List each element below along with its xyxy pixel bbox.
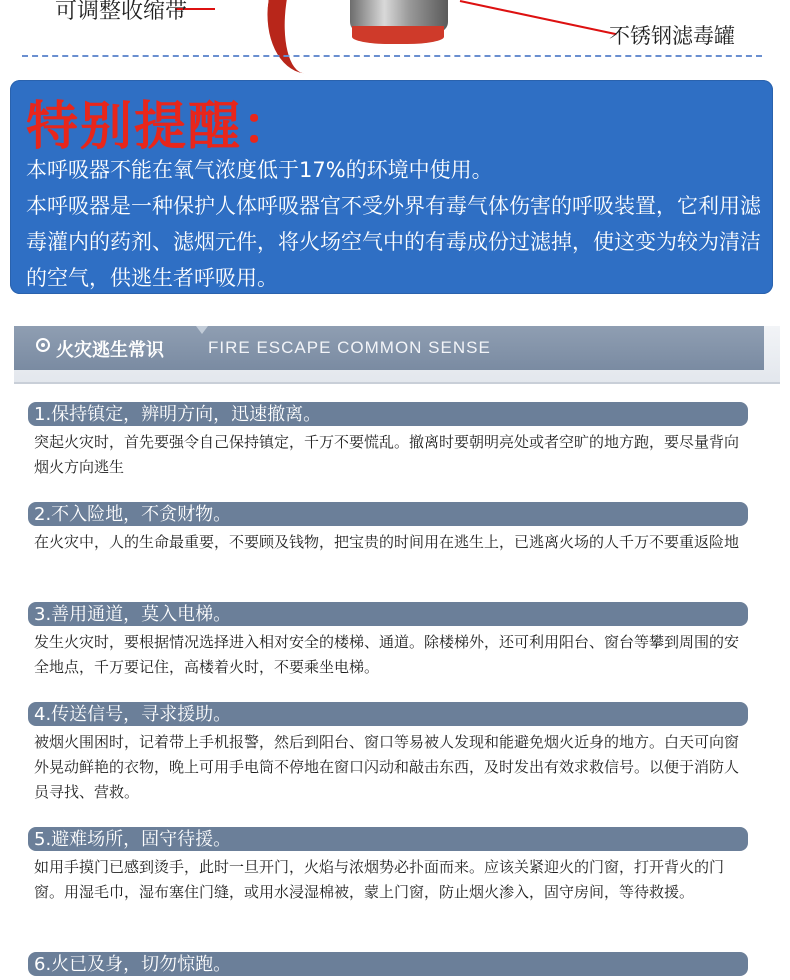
special-reminder-box xyxy=(10,80,773,294)
tip-heading: 4.传送信号，寻求援助。 xyxy=(28,702,748,726)
tip-item xyxy=(28,952,750,980)
tip-body: 发生火灾时，要根据情况选择进入相对安全的楼梯、通道。除楼梯外，还可利用阳台、窗台等攀到周围的安全地点，千万要记住，高楼着火时，不要乘坐电梯。 xyxy=(34,633,740,676)
tip-body: 在火灾中，人的生命最重要，不要顾及钱物，把宝贵的时间用在逃生上，已逃离火场的人千万不要重返险地 xyxy=(34,533,740,551)
canister-pointer-line xyxy=(460,0,617,35)
canister-label: 不锈钢滤毒罐 xyxy=(609,24,735,48)
tip-item xyxy=(28,602,750,680)
tip-heading: 6.火已及身，切勿惊跑。 xyxy=(28,952,748,976)
tip-body: 如用手摸门已感到烫手，此时一旦开门，火焰与浓烟势必扑面而来。应该关紧迎火的门窗，打开背火的门窗。用湿毛巾，湿布塞住门缝，或用水浸湿棉被，蒙上门窗，防止烟火渗入，固守房间，等待救援。 xyxy=(34,858,725,901)
tip-heading: 1.保持镇定，辨明方向，迅速撤离。 xyxy=(28,402,748,426)
product-image-strip xyxy=(0,0,790,74)
tip-heading: 3.善用通道，莫入电梯。 xyxy=(28,602,748,626)
section-notch xyxy=(196,326,208,334)
tip-item xyxy=(28,827,750,905)
reminder-line-1: 本呼吸器不能在氧气浓度低于17%的环境中使用。 xyxy=(26,158,493,182)
section-title-en: FIRE ESCAPE COMMON SENSE xyxy=(208,338,491,357)
reminder-text xyxy=(26,152,766,296)
tip-heading: 5.避难场所，固守待援。 xyxy=(28,827,748,851)
tip-item xyxy=(28,402,750,480)
tip-body: 突起火灾时，首先要强令自己保持镇定，千万不要慌乱。撤离时要朝明亮处或者空旷的地方跑，要尽量背向烟火方向逃生 xyxy=(34,433,740,476)
tip-item xyxy=(28,502,750,555)
belt-label: 可调整收缩带 xyxy=(55,0,188,24)
dashed-divider xyxy=(22,55,762,57)
reminder-line-2: 本呼吸器是一种保护人体呼吸器官不受外界有毒气体伤害的呼吸装置，它利用滤毒灌内的药剂、滤烟元件，将火场空气中的有毒成份过滤掉，使这变为较为清洁的空气，供逃生者呼吸用。 xyxy=(26,194,761,290)
tip-heading: 2.不入险地，不贪财物。 xyxy=(28,502,748,526)
tip-item xyxy=(28,702,750,805)
section-title-cn: 火灾逃生常识 xyxy=(56,340,164,361)
tip-body: 被烟火围困时，记着带上手机报警，然后到阳台、窗口等易被人发现和能避免烟火近身的地方。白天可向窗外晃动鲜艳的衣物，晚上可用手电筒不停地在窗口闪动和敲击东西，及时发出有效求救信号。以便于消防人员寻找、营救。 xyxy=(34,733,740,801)
target-icon xyxy=(36,338,50,352)
reminder-title: 特别提醒： xyxy=(26,97,297,157)
canister-cap-image xyxy=(352,26,444,44)
